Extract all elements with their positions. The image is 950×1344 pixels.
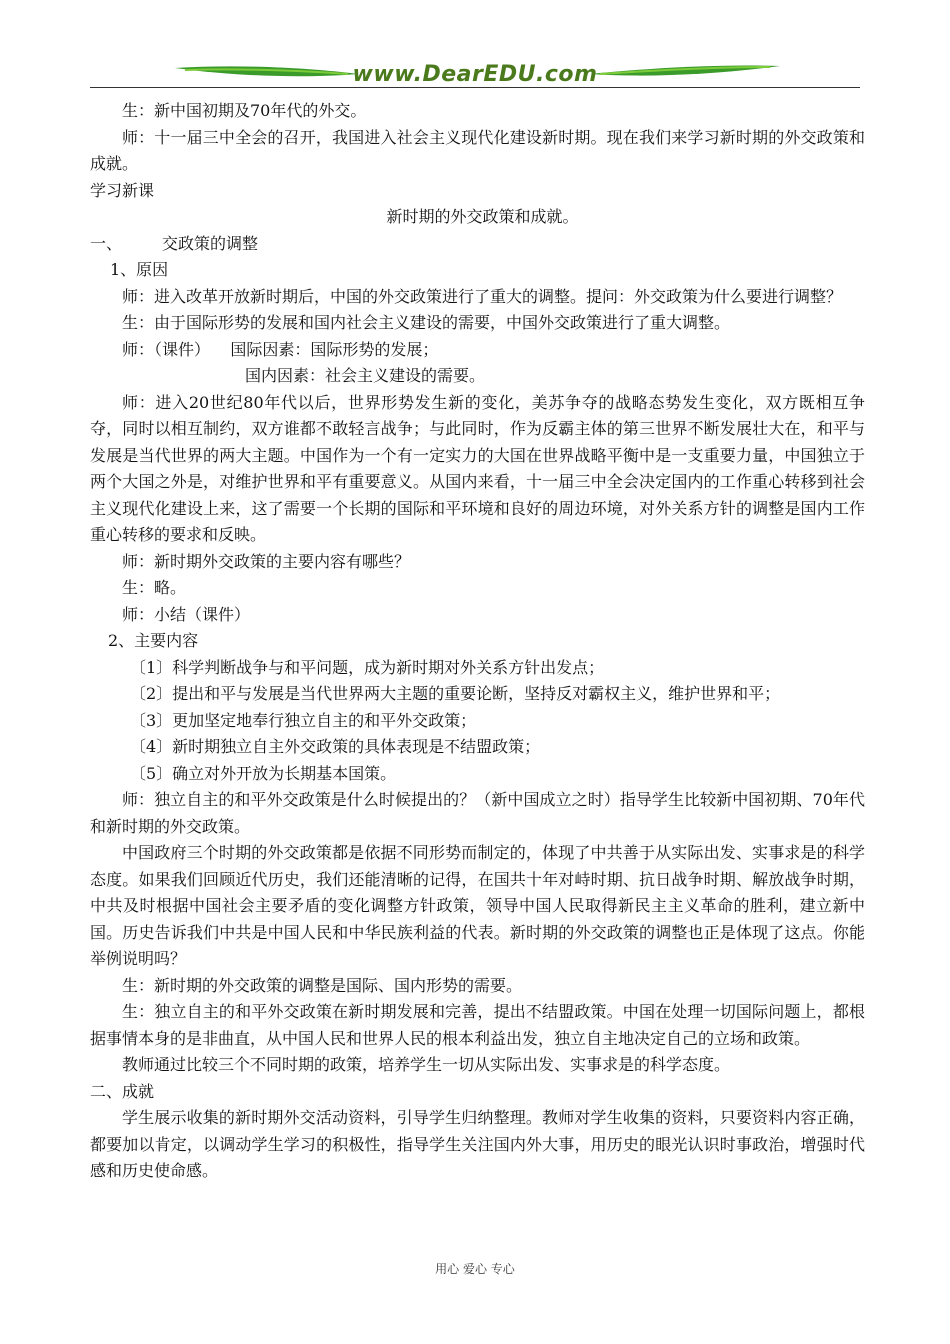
paragraph: 生：新中国初期及70年代的外交。 [122,101,367,120]
list-item: 〔1〕科学判断战争与和平问题，成为新时期对外关系方针出发点； [130,657,605,677]
paragraph: 师：进入改革开放新时期后，中国的外交政策进行了重大的调整。提问：外交政策为什么要进行调整？ [122,286,843,306]
list-item: 〔2〕提出和平与发展是当代世界两大主题的重要论断，坚持反对霸权主义，维护世界和平； [130,684,781,703]
section-number: 一、 [90,233,123,253]
paragraph: 师：独立自主的和平外交政策是什么时候提出的？（新中国成立之时）指导学生比较新中国初期、70年代和新时期的外交政策。 [90,790,865,836]
section-title: 交政策的调整 [162,233,259,253]
paragraph: 中国政府三个时期的外交政策都是依据不同形势而制定的，体现了中共善于从实际出发、实事求是的科学态度。如果我们回顾近代历史，我们还能清晰的记得，在国共十年对峙时期、抗日战争时期、解放战争时期，中共及时根据中国社会主要矛盾的变化调整方针政策，领导中国人民取得新民主主义革命的胜利，建立新中国。历史告诉我们中共是中国人民和中华民族利益的代表。新时期的外交政策的调整也正是体现了这点。你能举例说明吗？ [90,843,865,968]
section-heading-1 [90,231,865,258]
paragraph: 生：独立自主的和平外交政策在新时期发展和完善，提出不结盟政策。中国在处理一切国际问题上，都根据事情本身的是非曲直，从中国人民和世界人民的根本利益出发，独立自主地决定自己的立场和政策。 [90,1002,865,1048]
paragraph: 师：十一届三中全会的召开，我国进入社会主义现代化建设新时期。现在我们来学习新时期的外交政策和成就。 [90,127,865,173]
paragraph: 师：新时期外交政策的主要内容有哪些？ [122,551,411,571]
paragraph: 师：小结（课件） [122,604,251,624]
site-url-logo: www.DearEDU.com [352,62,598,87]
subheading-reason: 1、原因 [110,260,169,279]
list-item: 〔3〕更加坚定地奉行独立自主的和平外交政策； [130,710,477,730]
page-footer: 用心 爱心 专心 [435,1262,515,1276]
section-label: 学习新课 [90,180,155,200]
paragraph: 生：略。 [122,578,187,597]
document-body [90,98,865,1185]
paragraph: 生：由于国际形势的发展和国内社会主义建设的需要，中国外交政策进行了重大调整。 [122,313,731,332]
paragraph: 国内因素：社会主义建设的需要。 [245,366,486,385]
paragraph: 师：（课件） 国际因素：国际形势的发展； [122,339,439,359]
paragraph: 教师通过比较三个不同时期的政策，培养学生一切从实际出发、实事求是的科学态度。 [122,1055,731,1074]
list-item: 〔5〕确立对外开放为长期基本国策。 [130,763,397,783]
paragraph: 生：新时期的外交政策的调整是国际、国内形势的需要。 [122,975,523,995]
site-header-banner [90,50,860,96]
lesson-title: 新时期的外交政策和成就。 [386,207,579,226]
section-heading-2: 二、成就 [90,1081,155,1101]
list-item: 〔4〕新时期独立自主外交政策的具体表现是不结盟政策； [130,737,541,756]
paragraph: 学生展示收集的新时期外交活动资料，引导学生归纳整理。教师对学生收集的资料，只要资料内容正确，都要加以肯定，以调动学生学习的积极性，指导学生关注国内外大事，用历史的眼光认识时事政治，增强时代感和历史使命感。 [90,1108,865,1180]
subheading-content: 2、主要内容 [108,631,199,650]
paragraph: 师：进入20世纪80年代以后，世界形势发生新的变化，美苏争夺的战略态势发生变化，双方既相互争夺，同时以相互制约，双方谁都不敢轻言战争；与此同时，作为反霸主体的第三世界不断发展壮大在，和平与发展是当代世界的两大主题。中国作为一个有一定实力的大国在世界战略平衡中是一支重要力量，中国独立于两个大国之外是，对维护世界和平有重要意义。从国内来看，十一届三中全会决定国内的工作重心转移到社会主义现代化建设上来，这了需要一个长期的国际和平环境和良好的周边环境，对外关系方针的调整是国内工作重心转移的要求和反映。 [90,392,865,544]
header-divider [90,87,860,88]
